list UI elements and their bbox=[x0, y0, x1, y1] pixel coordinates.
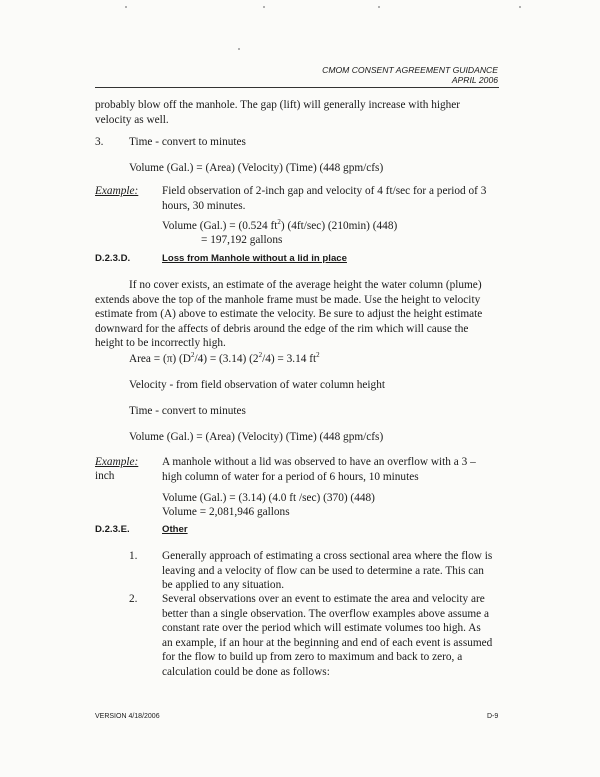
text-line: Generally approach of estimating a cross sectional area where the flow is bbox=[162, 550, 493, 562]
text-line: constant rate over the period which will estimate volumes too high. As bbox=[162, 622, 481, 634]
area-formula bbox=[129, 352, 320, 367]
text-span: /4) = 3.14 ft bbox=[262, 353, 317, 365]
text-line: an example, if an hour at the beginning and end of each event is assumed bbox=[162, 636, 493, 649]
item-number: 1. bbox=[129, 550, 138, 562]
text-line: hours, 30 minutes. bbox=[162, 199, 246, 212]
text-line: If no cover exists, an estimate of the average height the water column (plume) bbox=[129, 279, 482, 291]
time-line: Time - convert to minutes bbox=[129, 405, 246, 417]
text-line: better than a single observation. The overflow examples above assume a bbox=[162, 607, 489, 620]
superscript: 2 bbox=[277, 218, 281, 227]
example-result: Volume = 2,081,946 gallons bbox=[162, 506, 290, 518]
section-title: Loss from Manhole without a lid in place bbox=[162, 253, 347, 264]
text-line: velocity as well. bbox=[95, 113, 169, 126]
scan-speck bbox=[125, 6, 127, 8]
section-number: D.2.3.E. bbox=[95, 524, 130, 535]
scan-speck bbox=[378, 6, 380, 8]
example-result: = 197,192 gallons bbox=[201, 234, 283, 246]
superscript: 2 bbox=[258, 351, 263, 360]
superscript: 2 bbox=[316, 351, 320, 360]
scan-speck bbox=[519, 6, 521, 8]
example-calc-line: Volume (Gal.) = (3.14) (4.0 ft /sec) (370) (448) bbox=[162, 492, 375, 504]
continuation-paragraph bbox=[95, 98, 515, 127]
text-line: high column of water for a period of 6 hours, 10 minutes bbox=[162, 470, 419, 483]
volume-formula: Volume (Gal.) = (Area) (Velocity) (Time) (448 gpm/cfs) bbox=[129, 431, 384, 443]
text-line: A manhole without a lid was observed to have an overflow with a 3 – bbox=[162, 456, 476, 468]
running-header bbox=[322, 65, 498, 85]
example-label: Example: bbox=[95, 185, 139, 197]
text-line: extends above the top of the manhole frame must be made. Use the height to velocity bbox=[95, 293, 481, 306]
text-line: Several observations over an event to estimate the area and velocity are bbox=[162, 593, 485, 605]
header-rule bbox=[95, 87, 499, 88]
header-date: APRIL 2006 bbox=[451, 75, 498, 85]
volume-formula: Volume (Gal.) = (Area) (Velocity) (Time) (448 gpm/cfs) bbox=[129, 162, 384, 174]
text-span: /4) = (3.14) (2 bbox=[194, 353, 259, 365]
item-text bbox=[162, 592, 512, 679]
text-span: Volume (Gal.) = (0.524 ft bbox=[162, 220, 278, 232]
item-number: 2. bbox=[129, 593, 138, 605]
item-text bbox=[162, 549, 512, 593]
velocity-line: Velocity - from field observation of water column height bbox=[129, 379, 385, 391]
section-paragraph bbox=[95, 278, 515, 351]
text-line: estimate from (A) above to estimate the velocity. Be sure to adjust the height estimate bbox=[95, 308, 483, 320]
section-title: Other bbox=[162, 524, 188, 535]
text-line: probably blow off the manhole. The gap (lift) will generally increase with higher bbox=[95, 99, 461, 111]
footer-version: VERSION 4/18/2006 bbox=[95, 713, 160, 720]
item-text: Time - convert to minutes bbox=[129, 136, 246, 148]
text-span: Area = (π) (D bbox=[129, 353, 191, 365]
example-text bbox=[162, 184, 512, 213]
scan-speck bbox=[263, 6, 265, 8]
text-span: ) (4ft/sec) (210min) (448) bbox=[280, 220, 398, 232]
text-line: Field observation of 2-inch gap and velocity of 4 ft/sec for a period of 3 bbox=[162, 185, 487, 197]
superscript: 2 bbox=[190, 351, 195, 360]
item-number: 3. bbox=[95, 136, 104, 148]
text-line: be applied to any situation. bbox=[162, 579, 285, 591]
section-number: D.2.3.D. bbox=[95, 253, 131, 264]
text-line: leaving and a velocity of flow can be used to determine a rate. This can bbox=[162, 564, 484, 577]
header-title: CMOM CONSENT AGREEMENT GUIDANCE bbox=[322, 65, 498, 75]
example-text bbox=[162, 455, 512, 484]
text-line: downward for the affects of debris around the edge of the rim which will cause the bbox=[95, 322, 469, 335]
text-line: calculation could be done as follows: bbox=[162, 665, 330, 678]
footer-page-number: D-9 bbox=[487, 713, 499, 720]
scan-speck bbox=[238, 48, 240, 50]
example-label: Example: bbox=[95, 456, 139, 468]
text-line: height to be incorrectly high. bbox=[95, 337, 226, 349]
text-line: for the flow to build up from zero to maximum and back to zero, a bbox=[162, 651, 463, 663]
example-calc-line bbox=[162, 219, 397, 234]
example-unit: inch bbox=[95, 470, 115, 482]
